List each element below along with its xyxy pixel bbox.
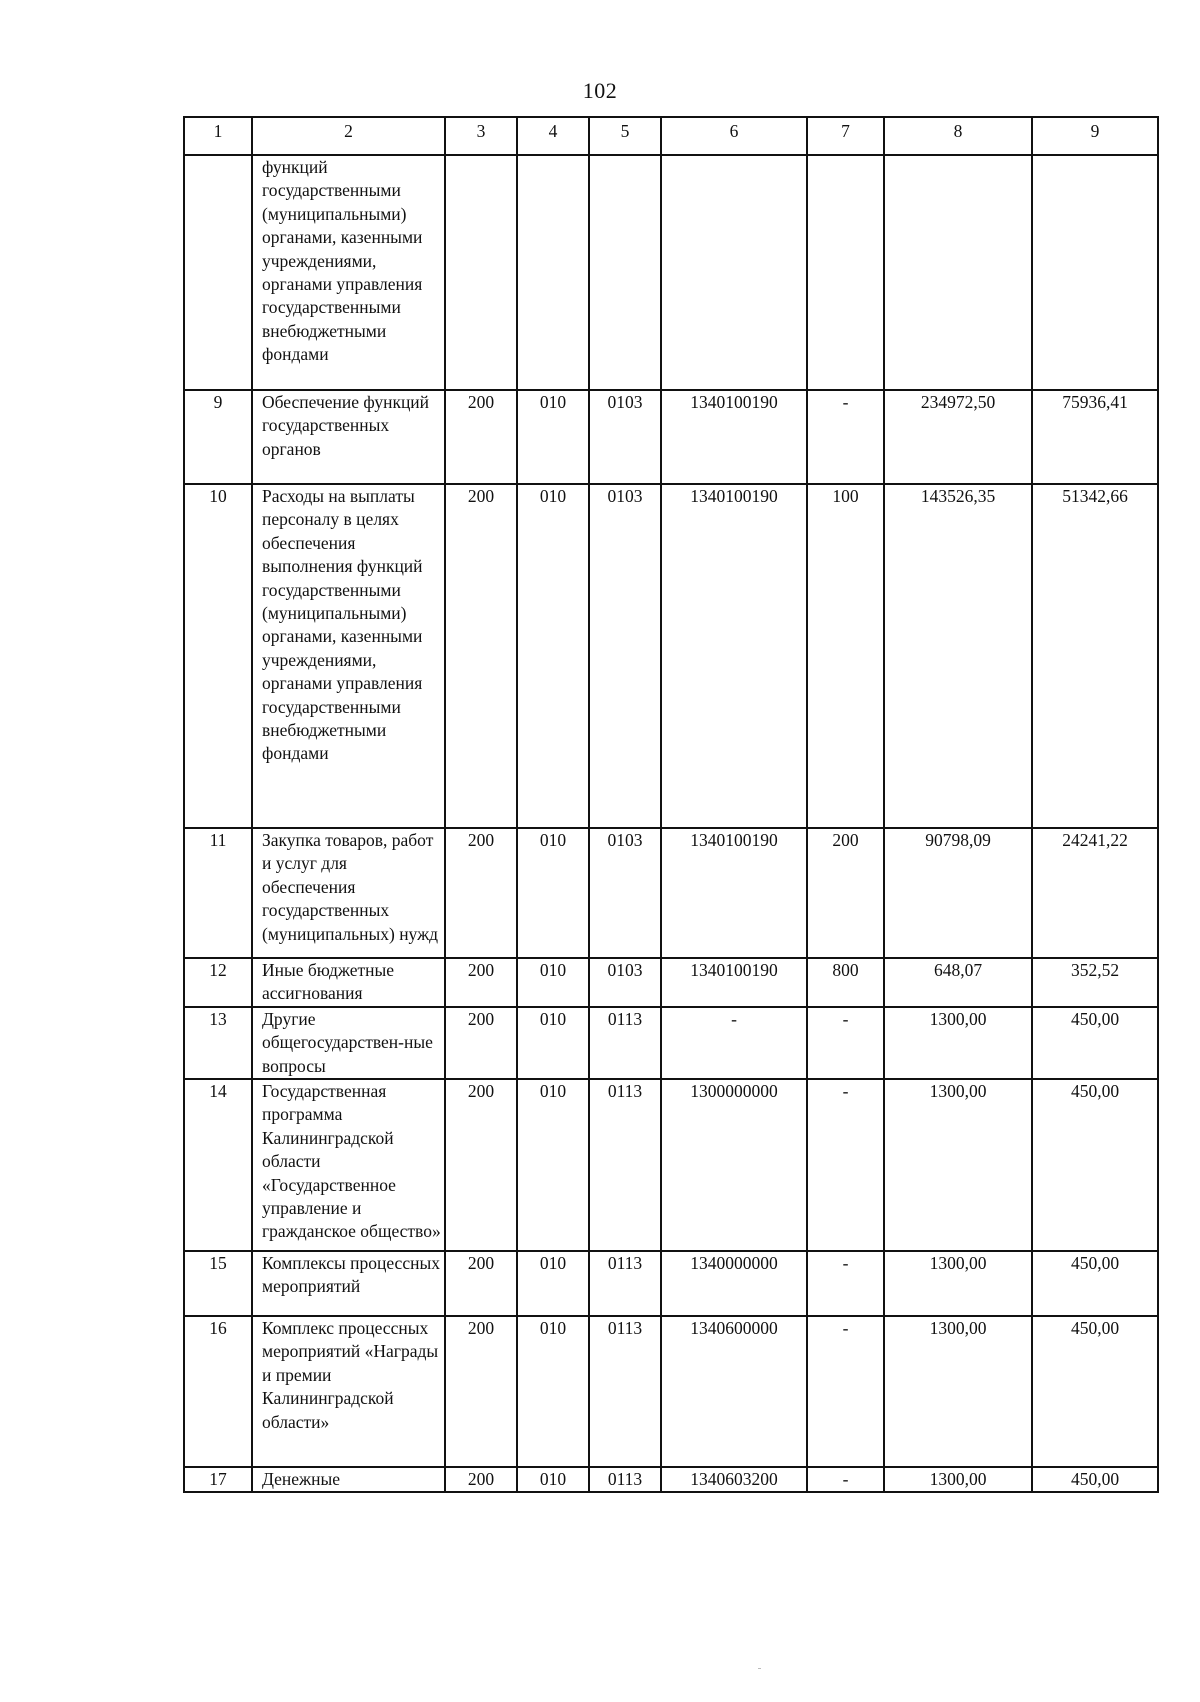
table-cell-col-8: 90798,09 [884,828,1032,958]
table-cell-col-8: 143526,35 [884,484,1032,828]
table-cell-col-3: 200 [445,484,517,828]
table-row [184,484,1158,828]
table-header-row [184,117,1158,155]
table-cell-col-6: 1340000000 [661,1251,807,1316]
table-cell-col-9: 450,00 [1032,1251,1158,1316]
header-cell-6: 6 [661,117,807,155]
table-cell-col-1 [184,155,252,390]
table-cell-col-4: 010 [517,1316,589,1467]
table-cell-col-3: 200 [445,958,517,1007]
table-row [184,958,1158,1007]
table-cell-col-1: 10 [184,484,252,828]
header-cell-3: 3 [445,117,517,155]
table-cell-col-3: 200 [445,1316,517,1467]
table-cell-col-6: 1340100190 [661,390,807,484]
table-cell-col-7: - [807,1007,884,1079]
table-cell-col-2: Обеспечение функций государственных органов [252,390,445,484]
table-row [184,1251,1158,1316]
table-cell-col-9: 24241,22 [1032,828,1158,958]
page-number: 102 [582,78,618,103]
table-cell-col-3: 200 [445,1007,517,1079]
table-cell-col-8: 1300,00 [884,1467,1032,1492]
table-cell-col-9: 51342,66 [1032,484,1158,828]
table-cell-col-1: 16 [184,1316,252,1467]
table-cell-col-7: - [807,1467,884,1492]
table-cell-col-6: 1340100190 [661,958,807,1007]
table-cell-col-3: 200 [445,1467,517,1492]
table-cell-col-1: 17 [184,1467,252,1492]
table-cell-col-7: 100 [807,484,884,828]
header-cell-2: 2 [252,117,445,155]
table-cell-col-1: 15 [184,1251,252,1316]
table-cell-col-8: 1300,00 [884,1007,1032,1079]
table-cell-col-4: 010 [517,484,589,828]
table-cell-col-5: 0113 [589,1316,661,1467]
table-cell-col-7: - [807,1251,884,1316]
header-cell-9: 9 [1032,117,1158,155]
table-cell-col-6: 1340100190 [661,828,807,958]
table-cell-col-4 [517,155,589,390]
table-cell-col-4: 010 [517,1467,589,1492]
table-cell-col-7: 200 [807,828,884,958]
table-cell-col-8 [884,155,1032,390]
table-cell-col-8: 1300,00 [884,1079,1032,1251]
table-cell-col-1: 13 [184,1007,252,1079]
table-cell-col-2: Иные бюджетные ассигнования [252,958,445,1007]
table-cell-col-8: 1300,00 [884,1316,1032,1467]
table-cell-col-7: - [807,1079,884,1251]
table-cell-col-7: - [807,1316,884,1467]
table-cell-col-1: 11 [184,828,252,958]
table-row [184,155,1158,390]
table-cell-col-4: 010 [517,958,589,1007]
table-cell-col-8: 648,07 [884,958,1032,1007]
table-cell-col-5: 0103 [589,828,661,958]
table-cell-col-5: 0113 [589,1251,661,1316]
table-cell-col-4: 010 [517,1007,589,1079]
table-cell-col-7: - [807,390,884,484]
table-cell-col-5 [589,155,661,390]
table-cell-col-4: 010 [517,390,589,484]
table-row [184,1467,1158,1492]
table-cell-col-7 [807,155,884,390]
table-cell-col-2: Денежные [252,1467,445,1492]
table-cell-col-4: 010 [517,1251,589,1316]
table-cell-col-5: 0103 [589,958,661,1007]
table-cell-col-1: 12 [184,958,252,1007]
table-cell-col-2: функций государственными (муниципальными) органами, казенными учреждениями, органами управления государственными внебюджетными фондами [252,155,445,390]
header-cell-5: 5 [589,117,661,155]
table-cell-col-2: Комплексы процессных мероприятий [252,1251,445,1316]
table-cell-col-9 [1032,155,1158,390]
table-cell-col-3: 200 [445,390,517,484]
table-cell-col-5: 0113 [589,1007,661,1079]
table-cell-col-5: 0103 [589,390,661,484]
table-cell-col-2: Государственная программа Калининградской области «Государственное управление и гражданское общество» [252,1079,445,1251]
table-cell-col-8: 234972,50 [884,390,1032,484]
table-cell-col-5: 0113 [589,1467,661,1492]
table-cell-col-5: 0113 [589,1079,661,1251]
header-cell-7: 7 [807,117,884,155]
table-cell-col-6: 1340600000 [661,1316,807,1467]
table-cell-col-6: 1340100190 [661,484,807,828]
table-cell-col-4: 010 [517,828,589,958]
table-row [184,1316,1158,1467]
table-row [184,828,1158,958]
table-cell-col-2: Комплекс процессных мероприятий «Награды и премии Калининградской области» [252,1316,445,1467]
table-cell-col-9: 352,52 [1032,958,1158,1007]
table-cell-col-9: 450,00 [1032,1007,1158,1079]
table-cell-col-2: Закупка товаров, работ и услуг для обеспечения государственных (муниципальных) нужд [252,828,445,958]
table-cell-col-6 [661,155,807,390]
table-cell-col-3 [445,155,517,390]
table-cell-col-9: 75936,41 [1032,390,1158,484]
table-cell-col-9: 450,00 [1032,1316,1158,1467]
table-cell-col-6: 1340603200 [661,1467,807,1492]
scan-speck [758,1668,761,1669]
table-cell-col-1: 14 [184,1079,252,1251]
table-cell-col-3: 200 [445,1079,517,1251]
table-cell-col-6: 1300000000 [661,1079,807,1251]
table-cell-col-2: Другие общегосударствен-ные вопросы [252,1007,445,1079]
table-row [184,390,1158,484]
table-cell-col-3: 200 [445,828,517,958]
table-row [184,1007,1158,1079]
table-cell-col-5: 0103 [589,484,661,828]
table-cell-col-2: Расходы на выплаты персоналу в целях обеспечения выполнения функций государственными (муниципальными) органами, казенными учреждениями, органами управления государственными внебюджетными фондами [252,484,445,828]
header-cell-1: 1 [184,117,252,155]
header-cell-4: 4 [517,117,589,155]
table-cell-col-1: 9 [184,390,252,484]
header-cell-8: 8 [884,117,1032,155]
table-cell-col-9: 450,00 [1032,1079,1158,1251]
table-cell-col-7: 800 [807,958,884,1007]
budget-table [183,116,1159,1493]
table-cell-col-9: 450,00 [1032,1467,1158,1492]
table-cell-col-6: - [661,1007,807,1079]
table-row [184,1079,1158,1251]
table-cell-col-3: 200 [445,1251,517,1316]
table-cell-col-4: 010 [517,1079,589,1251]
table-cell-col-8: 1300,00 [884,1251,1032,1316]
